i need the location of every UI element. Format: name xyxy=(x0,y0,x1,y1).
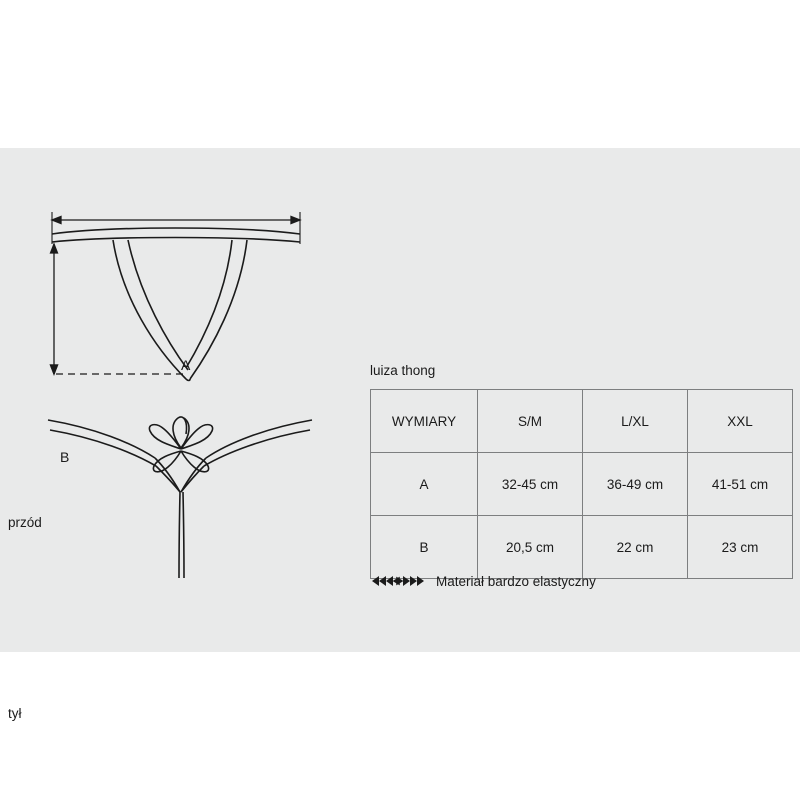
front-baseline xyxy=(51,365,187,374)
table-header-cell: L/XL xyxy=(583,390,688,453)
table-cell: B xyxy=(371,516,478,579)
table-header-cell: S/M xyxy=(478,390,583,453)
table-cell: 32-45 cm xyxy=(478,453,583,516)
product-name: luiza thong xyxy=(370,363,436,378)
thong-back-view xyxy=(48,417,312,578)
material-note-text: Materiał bardzo elastyczny xyxy=(436,573,596,589)
dimension-b-label: B xyxy=(60,449,70,465)
garment-drawings xyxy=(0,148,356,721)
material-note xyxy=(370,573,596,589)
table-header-cell: WYMIARY xyxy=(371,390,478,453)
table-cell: 36-49 cm xyxy=(583,453,688,516)
size-table xyxy=(370,389,793,579)
back-label: tył xyxy=(8,706,22,721)
thong-front-view xyxy=(52,228,300,381)
table-header-row xyxy=(371,390,793,453)
size-table-block xyxy=(370,148,790,652)
table-cell: A xyxy=(371,453,478,516)
front-label: przód xyxy=(8,515,42,530)
table-cell: 41-51 cm xyxy=(688,453,793,516)
dimension-a-label: A xyxy=(181,357,191,373)
table-cell: 23 cm xyxy=(688,516,793,579)
dimension-b-arrow xyxy=(51,244,58,374)
thong-drawings-svg xyxy=(0,148,356,652)
table-cell: 20,5 cm xyxy=(478,516,583,579)
stretch-arrows-icon xyxy=(370,573,426,589)
size-chart-panel xyxy=(0,148,800,721)
table-row xyxy=(371,453,793,516)
table-header-cell: XXL xyxy=(688,390,793,453)
table-row xyxy=(371,516,793,579)
table-cell: 22 cm xyxy=(583,516,688,579)
